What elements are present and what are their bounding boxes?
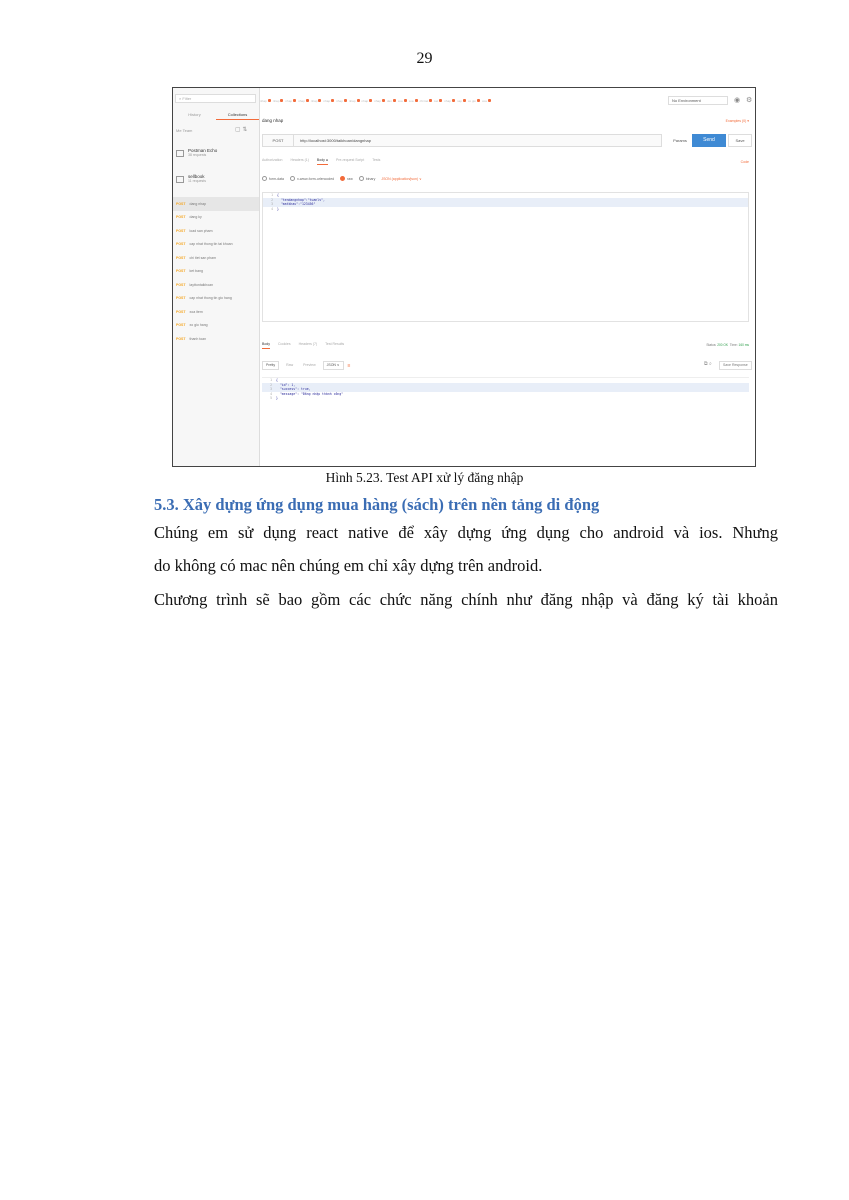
radio-dot-icon bbox=[262, 176, 267, 181]
response-body-viewer bbox=[262, 377, 749, 466]
code-line bbox=[263, 207, 748, 212]
code-text: } bbox=[276, 396, 278, 400]
folder-icon bbox=[176, 176, 184, 183]
request-item[interactable] bbox=[173, 332, 259, 346]
request-tab[interactable] bbox=[398, 99, 407, 103]
request-tab-label: nhap bbox=[348, 98, 356, 103]
new-folder-icon[interactable]: ▢ ⇅ bbox=[235, 127, 248, 133]
line-number: 4 bbox=[270, 391, 272, 396]
paragraph-line: Chương trình sẽ bao gồm các chức năng chính như đăng nhập và đăng ký tài khoản bbox=[154, 590, 778, 609]
request-item[interactable] bbox=[173, 305, 259, 319]
code-text: "success": true, bbox=[276, 387, 311, 391]
unsaved-dot-icon bbox=[439, 99, 442, 102]
request-tab-label: nhap bbox=[444, 98, 451, 103]
send-button[interactable]: Send bbox=[692, 134, 726, 147]
request-tab-label: nhap bbox=[285, 98, 293, 103]
request-name: ket bang bbox=[189, 269, 203, 274]
preview-button[interactable]: Preview bbox=[303, 363, 316, 367]
raw-button[interactable]: Raw bbox=[286, 363, 294, 367]
save-button[interactable]: Save bbox=[728, 134, 752, 147]
request-tab-label: nhap bbox=[374, 98, 381, 103]
tab-response-body[interactable]: Body bbox=[262, 342, 270, 349]
unsaved-dot-icon bbox=[488, 99, 491, 102]
request-tab-label: dan bbox=[386, 98, 392, 103]
method-select[interactable]: POST bbox=[263, 135, 294, 146]
examples-link[interactable]: Examples (0) ▾ bbox=[725, 119, 749, 123]
request-name: dang nhap bbox=[189, 201, 207, 206]
team-selector[interactable]: Me Team bbox=[176, 128, 193, 133]
radio-binary[interactable] bbox=[359, 176, 376, 181]
collection-name: sellbook bbox=[188, 174, 205, 179]
unsaved-dot-icon bbox=[268, 99, 271, 102]
request-tab[interactable] bbox=[420, 99, 433, 103]
tab-tests[interactable]: Tests bbox=[372, 158, 381, 162]
unsaved-dot-icon bbox=[393, 99, 396, 102]
request-name: xo gio hang bbox=[189, 323, 208, 328]
unsaved-dot-icon bbox=[357, 99, 360, 102]
collection-postman-echo[interactable] bbox=[176, 148, 217, 157]
code-text: "tendangnhap":"tuanlv", bbox=[277, 197, 325, 202]
request-tab-label: chi tiet bbox=[419, 98, 429, 103]
request-method: POST bbox=[176, 255, 186, 260]
request-method: POST bbox=[176, 201, 186, 206]
unsaved-dot-icon bbox=[477, 99, 480, 102]
request-list bbox=[173, 197, 259, 346]
radio-urlencoded[interactable] bbox=[290, 176, 334, 181]
response-tabs bbox=[262, 342, 344, 349]
gear-icon[interactable]: ⚙ bbox=[746, 97, 753, 104]
request-tab[interactable] bbox=[444, 99, 455, 103]
unsaved-dot-icon bbox=[382, 99, 385, 102]
unsaved-dot-icon bbox=[452, 99, 455, 102]
radio-label: form-data bbox=[269, 176, 284, 181]
request-tab[interactable] bbox=[336, 99, 347, 103]
request-tab-label: nhap bbox=[310, 98, 318, 103]
environment-select[interactable]: No Environment bbox=[668, 96, 728, 105]
postman-screenshot-figure bbox=[172, 87, 756, 467]
request-tab[interactable] bbox=[260, 99, 271, 103]
tab-cookies[interactable]: Cookies bbox=[277, 342, 291, 346]
status-label: Status: bbox=[706, 343, 717, 347]
section-heading: 5.3. Xây dựng ứng dụng mua hàng (sách) trên nền tảng di động bbox=[154, 495, 600, 514]
request-tab-label: xo gio bbox=[467, 98, 476, 103]
request-tab[interactable] bbox=[311, 99, 322, 103]
request-title: dang nhap bbox=[262, 118, 284, 123]
request-tab-label: nhap bbox=[298, 98, 305, 103]
eye-icon[interactable]: ◉ bbox=[734, 97, 741, 104]
request-tab[interactable] bbox=[349, 99, 360, 103]
request-tab[interactable] bbox=[387, 99, 396, 103]
format-select[interactable]: JSON ∨ bbox=[323, 361, 344, 370]
request-name: layttontaikhoan bbox=[189, 282, 214, 287]
request-tab-label: nhap bbox=[361, 98, 369, 103]
wrap-lines-icon[interactable]: ≡ bbox=[347, 362, 351, 369]
figure-caption: Hình 5.23. Test API xử lý đăng nhập bbox=[325, 470, 524, 485]
unsaved-dot-icon bbox=[404, 99, 407, 102]
request-method: POST bbox=[176, 309, 186, 314]
time-label: Time: bbox=[729, 343, 738, 347]
request-tab[interactable] bbox=[323, 99, 334, 103]
request-tab-label: xoa bbox=[408, 98, 414, 103]
postman-sidebar bbox=[173, 88, 260, 466]
radio-dot-icon bbox=[290, 176, 295, 181]
request-tab-label: nhap bbox=[260, 98, 267, 103]
folder-icon bbox=[176, 150, 184, 157]
request-item[interactable] bbox=[173, 197, 259, 211]
request-tab-label: ket bbox=[434, 98, 439, 103]
body-type-selector bbox=[262, 176, 422, 181]
line-number: 1 bbox=[270, 378, 272, 382]
tab-headers[interactable]: Headers (1) bbox=[290, 158, 309, 162]
request-item[interactable] bbox=[173, 211, 259, 225]
line-number: 1 bbox=[271, 193, 273, 197]
code-link[interactable]: Code bbox=[740, 160, 749, 164]
unsaved-dot-icon bbox=[344, 99, 347, 102]
tab-pre-request-script[interactable]: Pre-request Script bbox=[336, 158, 365, 162]
request-method: POST bbox=[176, 336, 186, 341]
time-value: 160 ms bbox=[738, 343, 749, 347]
collection-count: 38 requests bbox=[188, 153, 207, 157]
request-item[interactable] bbox=[173, 265, 259, 279]
request-tab[interactable] bbox=[374, 99, 385, 103]
request-name: cap nhat thong tin gio hang bbox=[189, 296, 232, 301]
request-item[interactable] bbox=[173, 238, 259, 252]
unsaved-dot-icon bbox=[331, 99, 334, 102]
code-text: { bbox=[276, 378, 278, 382]
paragraph-line: Chúng em sử dụng react native để xây dựng ứng dụng cho android và ios. Nhưng bbox=[154, 523, 778, 542]
radio-label: raw bbox=[347, 176, 353, 181]
collection-sellbook[interactable] bbox=[176, 174, 206, 183]
request-tab[interactable] bbox=[273, 99, 284, 103]
url-bar bbox=[262, 134, 662, 147]
request-tab[interactable] bbox=[434, 99, 442, 103]
request-name: dang ky bbox=[189, 215, 202, 220]
request-item[interactable] bbox=[173, 251, 259, 265]
request-item[interactable] bbox=[173, 292, 259, 306]
url-input[interactable]: http://localhost:3000/taikhoan/dangnhap bbox=[300, 138, 371, 143]
request-tab[interactable] bbox=[298, 99, 309, 103]
request-name: load san pham bbox=[189, 228, 213, 233]
request-method: POST bbox=[176, 228, 186, 233]
unsaved-dot-icon bbox=[369, 99, 372, 102]
request-tab-label: nhap bbox=[336, 98, 343, 103]
save-response-button[interactable]: Save Response bbox=[719, 361, 752, 370]
content-type-select[interactable]: JSON (application/json) ∨ bbox=[381, 176, 422, 181]
radio-dot-icon bbox=[340, 176, 345, 181]
line-number: 2 bbox=[271, 197, 273, 202]
response-status bbox=[706, 343, 749, 347]
request-tab-label: xoa bbox=[481, 98, 487, 103]
request-method: POST bbox=[176, 282, 186, 287]
radio-label: binary bbox=[365, 176, 376, 181]
code-text: "id": 1, bbox=[276, 382, 296, 387]
unsaved-dot-icon bbox=[463, 99, 466, 102]
response-toolbar bbox=[262, 361, 350, 370]
collection-count: 11 requests bbox=[188, 179, 207, 183]
request-tab[interactable] bbox=[409, 99, 418, 103]
request-tab-label: nhap bbox=[323, 98, 331, 103]
tab-response-headers[interactable]: Headers (7) bbox=[298, 342, 318, 346]
filter-input[interactable] bbox=[175, 94, 256, 103]
code-text: "matkhau":"123456" bbox=[277, 202, 316, 206]
radio-raw[interactable] bbox=[340, 176, 353, 181]
request-method: POST bbox=[176, 323, 186, 328]
request-tab[interactable] bbox=[457, 99, 466, 103]
request-name: xoa item bbox=[189, 309, 203, 314]
postman-main-panel bbox=[260, 88, 755, 466]
code-text: } bbox=[277, 206, 279, 211]
line-number: 2 bbox=[270, 382, 272, 387]
radio-form-data[interactable] bbox=[262, 176, 284, 181]
unsaved-dot-icon bbox=[415, 99, 418, 102]
copy-search-icons[interactable]: ⧉ ⌕ bbox=[704, 361, 712, 367]
unsaved-dot-icon bbox=[293, 99, 296, 102]
request-tab-label: nap bbox=[456, 98, 462, 103]
request-tab-label: xoa bbox=[397, 98, 403, 103]
sidebar-tabs bbox=[173, 110, 259, 120]
request-method: POST bbox=[176, 215, 186, 220]
collection-name: Postman Echo bbox=[188, 148, 218, 153]
code-line bbox=[262, 396, 749, 401]
request-method: POST bbox=[176, 269, 186, 274]
params-button[interactable]: Params bbox=[673, 138, 687, 143]
request-tab[interactable] bbox=[482, 99, 491, 103]
unsaved-dot-icon bbox=[280, 99, 283, 102]
unsaved-dot-icon bbox=[306, 99, 309, 102]
line-number: 5 bbox=[270, 396, 272, 400]
request-tab-strip bbox=[260, 96, 660, 105]
request-item[interactable] bbox=[173, 224, 259, 238]
unsaved-dot-icon bbox=[318, 99, 321, 102]
request-item[interactable] bbox=[173, 278, 259, 292]
code-text: { bbox=[277, 193, 279, 197]
request-name: thanh toan bbox=[189, 336, 207, 341]
request-name: cap nhat thong tin tai khoan bbox=[189, 242, 233, 247]
tab-test-results[interactable]: Test Results bbox=[325, 342, 345, 346]
request-tab[interactable] bbox=[285, 99, 296, 103]
page-number: 29 bbox=[416, 50, 433, 67]
tab-authorization[interactable]: Authorization bbox=[262, 158, 283, 162]
radio-label: x-www-form-urlencoded bbox=[296, 176, 335, 181]
radio-dot-icon bbox=[359, 176, 364, 181]
code-text: "message": "Đăng nhập thành công" bbox=[276, 391, 344, 396]
unsaved-dot-icon bbox=[429, 99, 432, 102]
line-number: 4 bbox=[271, 206, 273, 211]
request-tab[interactable] bbox=[362, 99, 373, 103]
line-number: 3 bbox=[271, 202, 273, 206]
pretty-button[interactable]: Pretty bbox=[262, 361, 279, 370]
request-item[interactable] bbox=[173, 319, 259, 333]
request-body-editor[interactable] bbox=[262, 192, 749, 322]
request-config-tabs bbox=[262, 158, 380, 165]
paragraph-line: do không có mac nên chúng em chỉ xây dựng trên android. bbox=[154, 556, 543, 575]
tab-history[interactable]: History bbox=[188, 112, 201, 117]
request-tab[interactable] bbox=[468, 99, 480, 103]
request-tab-label: nhap bbox=[272, 98, 280, 103]
request-name: chi tiet san pham bbox=[189, 255, 216, 260]
request-method: POST bbox=[176, 242, 186, 247]
tab-body[interactable]: Body ● bbox=[317, 158, 328, 165]
line-number: 3 bbox=[270, 387, 272, 391]
status-value: 200 OK bbox=[717, 343, 729, 347]
filter-placeholder: Filter bbox=[182, 96, 192, 101]
search-icon: ⌕ bbox=[179, 96, 183, 101]
request-method: POST bbox=[176, 296, 186, 301]
tab-collections[interactable]: Collections bbox=[216, 110, 259, 120]
